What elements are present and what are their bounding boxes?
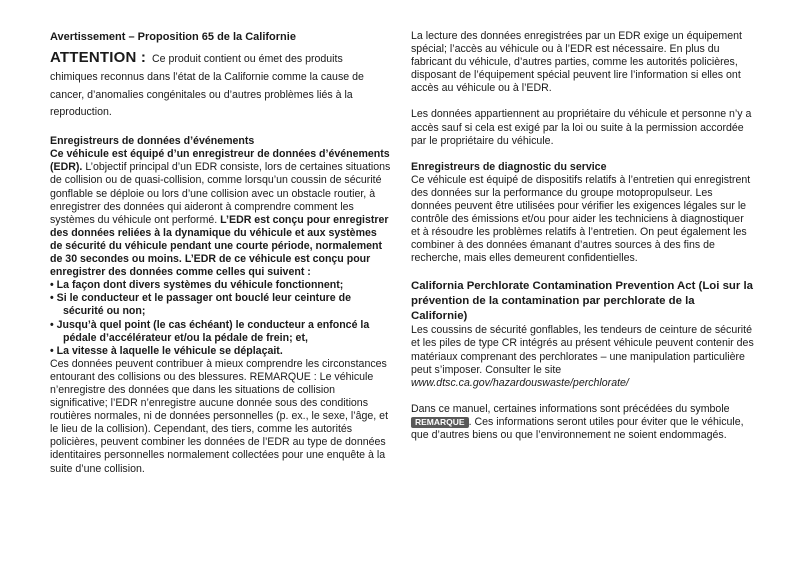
edr-closing-paragraph: Ces données peuvent contribuer à mieux comprendre les circonstances entourant des collisions ou des blessures. REMARQUE : Le véhicule n’enregistre des données que dans les situations de collision significative; l’EDR n’enregistre aucune donnée sous des conditions routières normales, ni de données personnelles (p. ex., le sexe, l’âge, et le lieu de la collision). Cependant, des tiers, comme les autorités policières, peuvent combiner les données de l’EDR au type de données identitaires personnelles normalement collectées pour une enquête à la suite d’une collision.: [50, 357, 389, 475]
list-item: • Jusqu’à quel point (le cas échéant) le conducteur a enfoncé la pédale d’accélérateur et/ou la pédale de frein; et,: [50, 318, 370, 344]
remarque-badge: REMARQUE: [411, 417, 469, 428]
manual-note-text: Dans ce manuel, certaines informations sont précédées du symbole: [411, 402, 730, 415]
attention-paragraph: [50, 49, 392, 122]
left-column: [50, 30, 392, 476]
edr-text: L’objectif principal d’un EDR consiste, lors de certaines situations de collision ou de quasi-collision, comme lorsqu’un coussin de sécurité gonflable se déploie ou lors d’une collision avec un obstacle routier, à enregistrer des données qui aideront à comprendre comment les systèmes du véhicule ont performé.: [50, 161, 391, 226]
diag-heading: Enregistreurs de diagnostic du service: [411, 160, 607, 173]
edr-reading-paragraph: La lecture des données enregistrées par un EDR exige un équipement spécial; l’accès au véhicule ou à l’EDR est nécessaire. En plus du fabricant du véhicule, d’autres parties, comme les autorités policières, disposant de l’équipement spécial peuvent lire l’information si elles ont accès au véhicule ou à l’EDR.: [411, 30, 742, 95]
right-column: [411, 30, 754, 442]
diag-paragraph: Ce véhicule est équipé de dispositifs relatifs à l’entretien qui enregistrent des données sur la performance du groupe motopropulseur. Les données peuvent être utilisées pour vérifier les exigences légales sur le contrôle des émissions et/ou pour aider les techniciens à diagnostiquer et à résoudre les problèmes relatifs à l’entretien. On peut également les combiner à des données émanant d’autres sources à des fins de recherche, mais elles demeurent confidentielles.: [411, 173, 751, 265]
list-item: • Si le conducteur et le passager ont bouclé leur ceinture de sécurité ou non;: [50, 292, 352, 318]
manual-note-text-2: . Ces informations seront utiles pour éviter que le véhicule, que d’autres biens ou que l’environnement ne soient endommagés.: [411, 415, 744, 442]
perchlorate-paragraph: [411, 324, 754, 389]
attention-label: ATTENTION :: [50, 49, 147, 66]
list-item: • La vitesse à laquelle le véhicule se déplaçait.: [50, 344, 283, 357]
edr-bold-detail: L’EDR est conçu pour enregistrer des données reliées à la dynamique du véhicule et aux systèmes de sécurité du véhicule pendant une courte période, normalement de 30 secondes ou moins. L’EDR de ce véhicule est conçu pour enregistrer des données comme celles qui suivent :: [50, 213, 389, 279]
edr-ownership-paragraph: Les données appartiennent au propriétaire du véhicule et personne n’y a accès sauf si cela est exigé par la loi ou suite à la permission accordée par le propriétaire du véhicule.: [411, 108, 752, 147]
edr-heading: Enregistreurs de données d’événements: [50, 135, 255, 148]
list-item: • La façon dont divers systèmes du véhicule fonctionnent;: [50, 279, 344, 292]
attention-text: Ce produit contient ou émet des produits chimiques reconnus dans l’état de la Californie comme la cause de cancer, d’anomalies congénitales ou d’autres problèmes liés à la reproduction.: [50, 53, 364, 119]
edr-bold-intro: Ce véhicule est équipé d’un enregistreur de données d’événements (EDR).: [50, 148, 390, 174]
perchlorate-text: Les coussins de sécurité gonflables, les tendeurs de ceinture de sécurité et les piles de type CR intégrés au présent véhicule peuvent contenir des matériaux comprenant des perchlorates – une manipulation particulière peut s’imposer. Consulter le site: [411, 324, 754, 376]
perchlorate-url: www.dtsc.ca.gov/hazardouswaste/perchlorate/: [411, 376, 629, 389]
edr-bullet-list: [50, 279, 392, 358]
manual-note-paragraph: [411, 403, 754, 442]
edr-paragraph: [50, 148, 392, 279]
perchlorate-heading: California Perchlorate Contamination Prevention Act (Loi sur la prévention de la contamination par perchlorate de la Californie): [411, 279, 753, 323]
prop65-heading: Avertissement – Proposition 65 de la Californie: [50, 31, 296, 43]
